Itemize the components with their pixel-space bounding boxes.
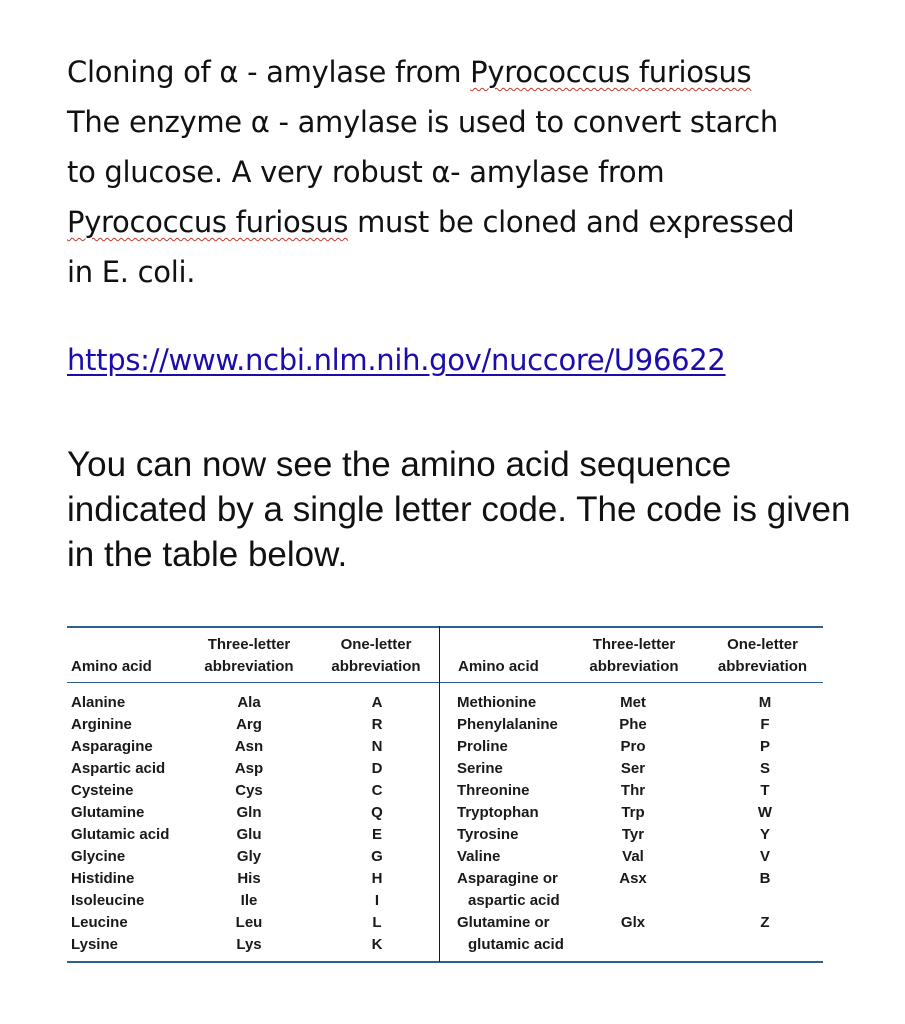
note-paragraph: You can now see the amino acid sequence indicated by a single letter code. The code is given in the table below. xyxy=(67,445,851,574)
one-letter-code-right: W xyxy=(757,804,773,821)
header-one-letter-top: One-letter xyxy=(340,636,412,653)
header-amino-acid-left: Amino acid xyxy=(71,658,152,675)
three-letter-code-left: Asp xyxy=(234,760,264,777)
intro-line-1-text: Cloning of α - amylase from xyxy=(67,55,471,89)
table-bottom-rule xyxy=(67,961,823,963)
three-letter-code-right: Trp xyxy=(621,804,645,821)
one-letter-code-left: Q xyxy=(371,804,383,821)
one-letter-code-right: S xyxy=(759,760,770,777)
three-letter-code-left: Ala xyxy=(237,694,261,711)
three-letter-code-right: Met xyxy=(620,694,646,711)
header-amino-acid-right: Amino acid xyxy=(458,658,539,675)
organism-name-spellcheck: Pyrococcus furiosus xyxy=(470,55,752,89)
intro-line-4-text: must be cloned and expressed xyxy=(348,205,795,239)
three-letter-code-left: Gln xyxy=(236,804,262,821)
amino-acid-name-right: glutamic acid xyxy=(468,936,564,953)
amino-acid-name-right: Asparagine or xyxy=(457,870,558,887)
header-three-letter-bottom: abbreviation xyxy=(204,658,294,675)
intro-line-4 xyxy=(67,197,867,247)
amino-acid-name-left: Glutamic acid xyxy=(71,826,170,843)
amino-acid-name-right: Tyrosine xyxy=(457,826,519,843)
three-letter-code-left: Glu xyxy=(236,826,262,843)
amino-acid-name-left: Isoleucine xyxy=(71,892,145,909)
amino-acid-name-right: Serine xyxy=(457,760,503,777)
one-letter-code-left: E xyxy=(371,826,382,843)
three-letter-code-left: His xyxy=(237,870,261,887)
one-letter-code-left: K xyxy=(371,936,383,953)
three-letter-code-right: Thr xyxy=(620,782,646,799)
amino-acid-name-right: Methionine xyxy=(457,694,537,711)
three-letter-code-right: Pro xyxy=(620,738,646,755)
ncbi-link[interactable]: https://www.ncbi.nlm.nih.gov/nuccore/U96622 xyxy=(67,343,726,377)
header-one-letter-bottom: abbreviation xyxy=(717,658,808,675)
amino-acid-name-right: Proline xyxy=(457,738,508,755)
one-letter-code-left: D xyxy=(371,760,383,777)
amino-acid-name-right: Tryptophan xyxy=(457,804,539,821)
amino-acid-name-right: Threonine xyxy=(457,782,530,799)
three-letter-code-right: Ser xyxy=(620,760,646,777)
intro-line-3: to glucose. A very robust α- amylase from xyxy=(67,155,665,189)
three-letter-code-left: Cys xyxy=(235,782,263,799)
one-letter-code-right: F xyxy=(760,716,770,733)
one-letter-code-left: H xyxy=(371,870,383,887)
amino-acid-name-left: Lysine xyxy=(71,936,118,953)
three-letter-code-left: Asn xyxy=(234,738,264,755)
one-letter-code-right: Y xyxy=(759,826,770,843)
amino-acid-name-left: Alanine xyxy=(71,694,126,711)
three-letter-code-left: Arg xyxy=(236,716,262,733)
three-letter-code-left: Gly xyxy=(236,848,262,865)
one-letter-code-right: P xyxy=(759,738,770,755)
one-letter-code-right: Z xyxy=(760,914,770,931)
intro-paragraph xyxy=(67,47,867,297)
three-letter-code-right: Val xyxy=(622,848,644,865)
amino-acid-name-right: Phenylalanine xyxy=(457,716,558,733)
amino-acid-name-right: aspartic acid xyxy=(468,892,560,909)
header-three-letter-top: Three-letter xyxy=(592,636,676,653)
intro-line-2: The enzyme α - amylase is used to convert starch xyxy=(67,105,778,139)
amino-acid-name-left: Glutamine xyxy=(71,804,145,821)
organism-name-spellcheck: Pyrococcus furiosus xyxy=(67,205,349,239)
amino-acid-name-left: Arginine xyxy=(71,716,132,733)
one-letter-code-left: R xyxy=(371,716,383,733)
one-letter-code-right: M xyxy=(758,694,772,711)
three-letter-code-right: Asx xyxy=(619,870,647,887)
one-letter-code-left: I xyxy=(374,892,380,909)
one-letter-code-left: L xyxy=(372,914,382,931)
three-letter-code-left: Ile xyxy=(240,892,258,909)
amino-acid-table xyxy=(67,626,823,966)
table-top-rule xyxy=(67,626,823,628)
one-letter-code-left: G xyxy=(371,848,383,865)
three-letter-code-right: Glx xyxy=(620,914,646,931)
header-three-letter-top: Three-letter xyxy=(207,636,291,653)
amino-acid-name-left: Asparagine xyxy=(71,738,153,755)
header-three-letter-right xyxy=(578,634,690,678)
amino-acid-name-left: Glycine xyxy=(71,848,126,865)
amino-acid-name-right: Valine xyxy=(457,848,501,865)
amino-acid-name-left: Cysteine xyxy=(71,782,134,799)
three-letter-code-left: Lys xyxy=(236,936,262,953)
one-letter-code-right: T xyxy=(760,782,770,799)
header-one-letter-top: One-letter xyxy=(727,636,798,653)
three-letter-code-right: Tyr xyxy=(621,826,645,843)
three-letter-code-right: Phe xyxy=(619,716,647,733)
table-column-divider xyxy=(439,626,440,962)
header-three-letter-left xyxy=(193,634,305,678)
one-letter-code-left: A xyxy=(371,694,383,711)
table-header-rule xyxy=(67,682,823,683)
amino-acid-name-right: Glutamine or xyxy=(457,914,550,931)
one-letter-code-left: C xyxy=(371,782,383,799)
header-one-letter-left xyxy=(320,634,432,678)
intro-line-5: in E. coli. xyxy=(67,255,196,289)
one-letter-code-left: N xyxy=(371,738,383,755)
three-letter-code-left: Leu xyxy=(235,914,263,931)
header-three-letter-bottom: abbreviation xyxy=(589,658,679,675)
amino-acid-name-left: Leucine xyxy=(71,914,128,931)
intro-line-1 xyxy=(67,47,867,97)
header-one-letter-right xyxy=(705,634,820,678)
amino-acid-name-left: Aspartic acid xyxy=(71,760,166,777)
one-letter-code-right: V xyxy=(759,848,770,865)
header-one-letter-bottom: abbreviation xyxy=(331,658,421,675)
one-letter-code-right: B xyxy=(759,870,771,887)
amino-acid-name-left: Histidine xyxy=(71,870,135,887)
